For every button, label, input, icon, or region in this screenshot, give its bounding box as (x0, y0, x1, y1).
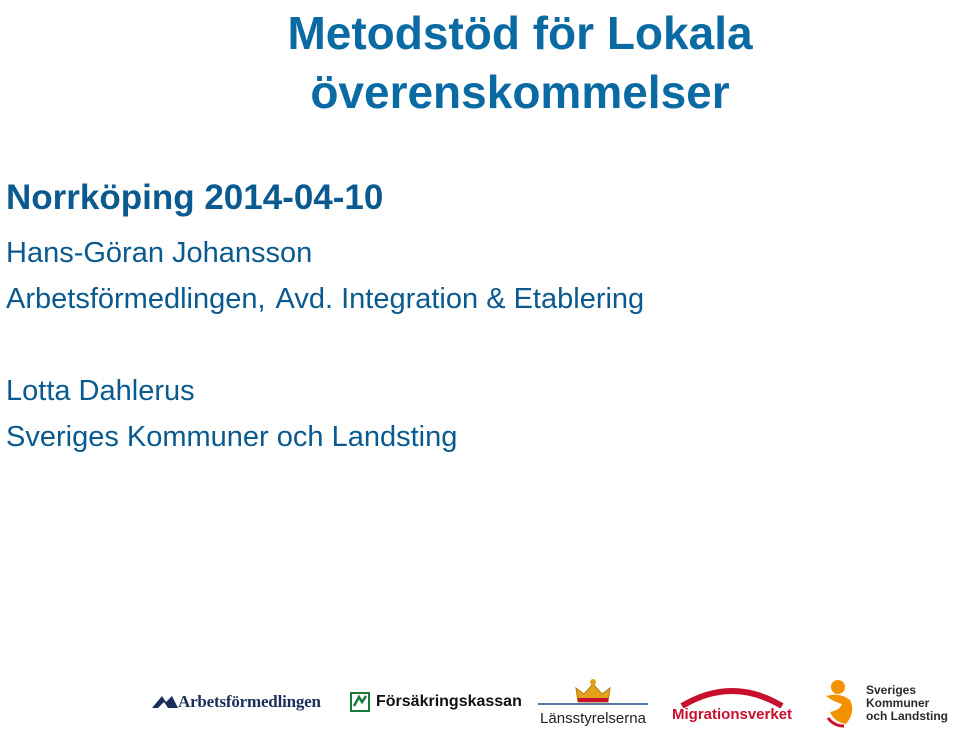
migrationsverket-arc-icon (672, 682, 792, 708)
migrationsverket-logo (672, 682, 792, 723)
title-line-1: Metodstöd för Lokala (287, 7, 753, 59)
slide-title (200, 4, 840, 122)
presenter-2-org: Sveriges Kommuner och Landsting (6, 421, 458, 453)
skl-logo (820, 678, 948, 728)
skl-wordmark-line-3: och Landsting (866, 708, 948, 723)
skl-wordmark (866, 684, 948, 723)
presenter-1-affiliation (6, 282, 644, 316)
arbetsformedlingen-arrow-icon (152, 694, 178, 710)
forsakringskassan-emblem-icon (350, 692, 370, 712)
skl-wordmark-line-1: Sveriges (866, 682, 917, 697)
migrationsverket-wordmark: Migrationsverket (672, 706, 793, 723)
presenter-1-org: Arbetsförmedlingen, (6, 283, 266, 315)
presenter-1-department: Avd. Integration & Etablering (275, 283, 645, 315)
lansstyrelserna-logo (538, 678, 648, 727)
skl-wordmark-line-2: Kommuner (866, 695, 930, 710)
presenter-1-name: Hans-Göran Johansson (6, 237, 313, 269)
arbetsformedlingen-wordmark: Arbetsförmedlingen (178, 692, 321, 711)
presenter-2-name: Lotta Dahlerus (6, 375, 195, 407)
title-line-2: överenskommelser (310, 66, 730, 118)
crown-icon (538, 678, 648, 708)
forsakringskassan-wordmark: Försäkringskassan (376, 693, 522, 710)
skl-figure-icon (820, 678, 860, 728)
partner-logos (0, 670, 960, 735)
location-date-heading: Norrköping 2014-04-10 (6, 178, 384, 217)
forsakringskassan-logo (350, 692, 522, 712)
arbetsformedlingen-logo (152, 692, 321, 712)
lansstyrelserna-wordmark: Länsstyrelserna (540, 710, 646, 727)
